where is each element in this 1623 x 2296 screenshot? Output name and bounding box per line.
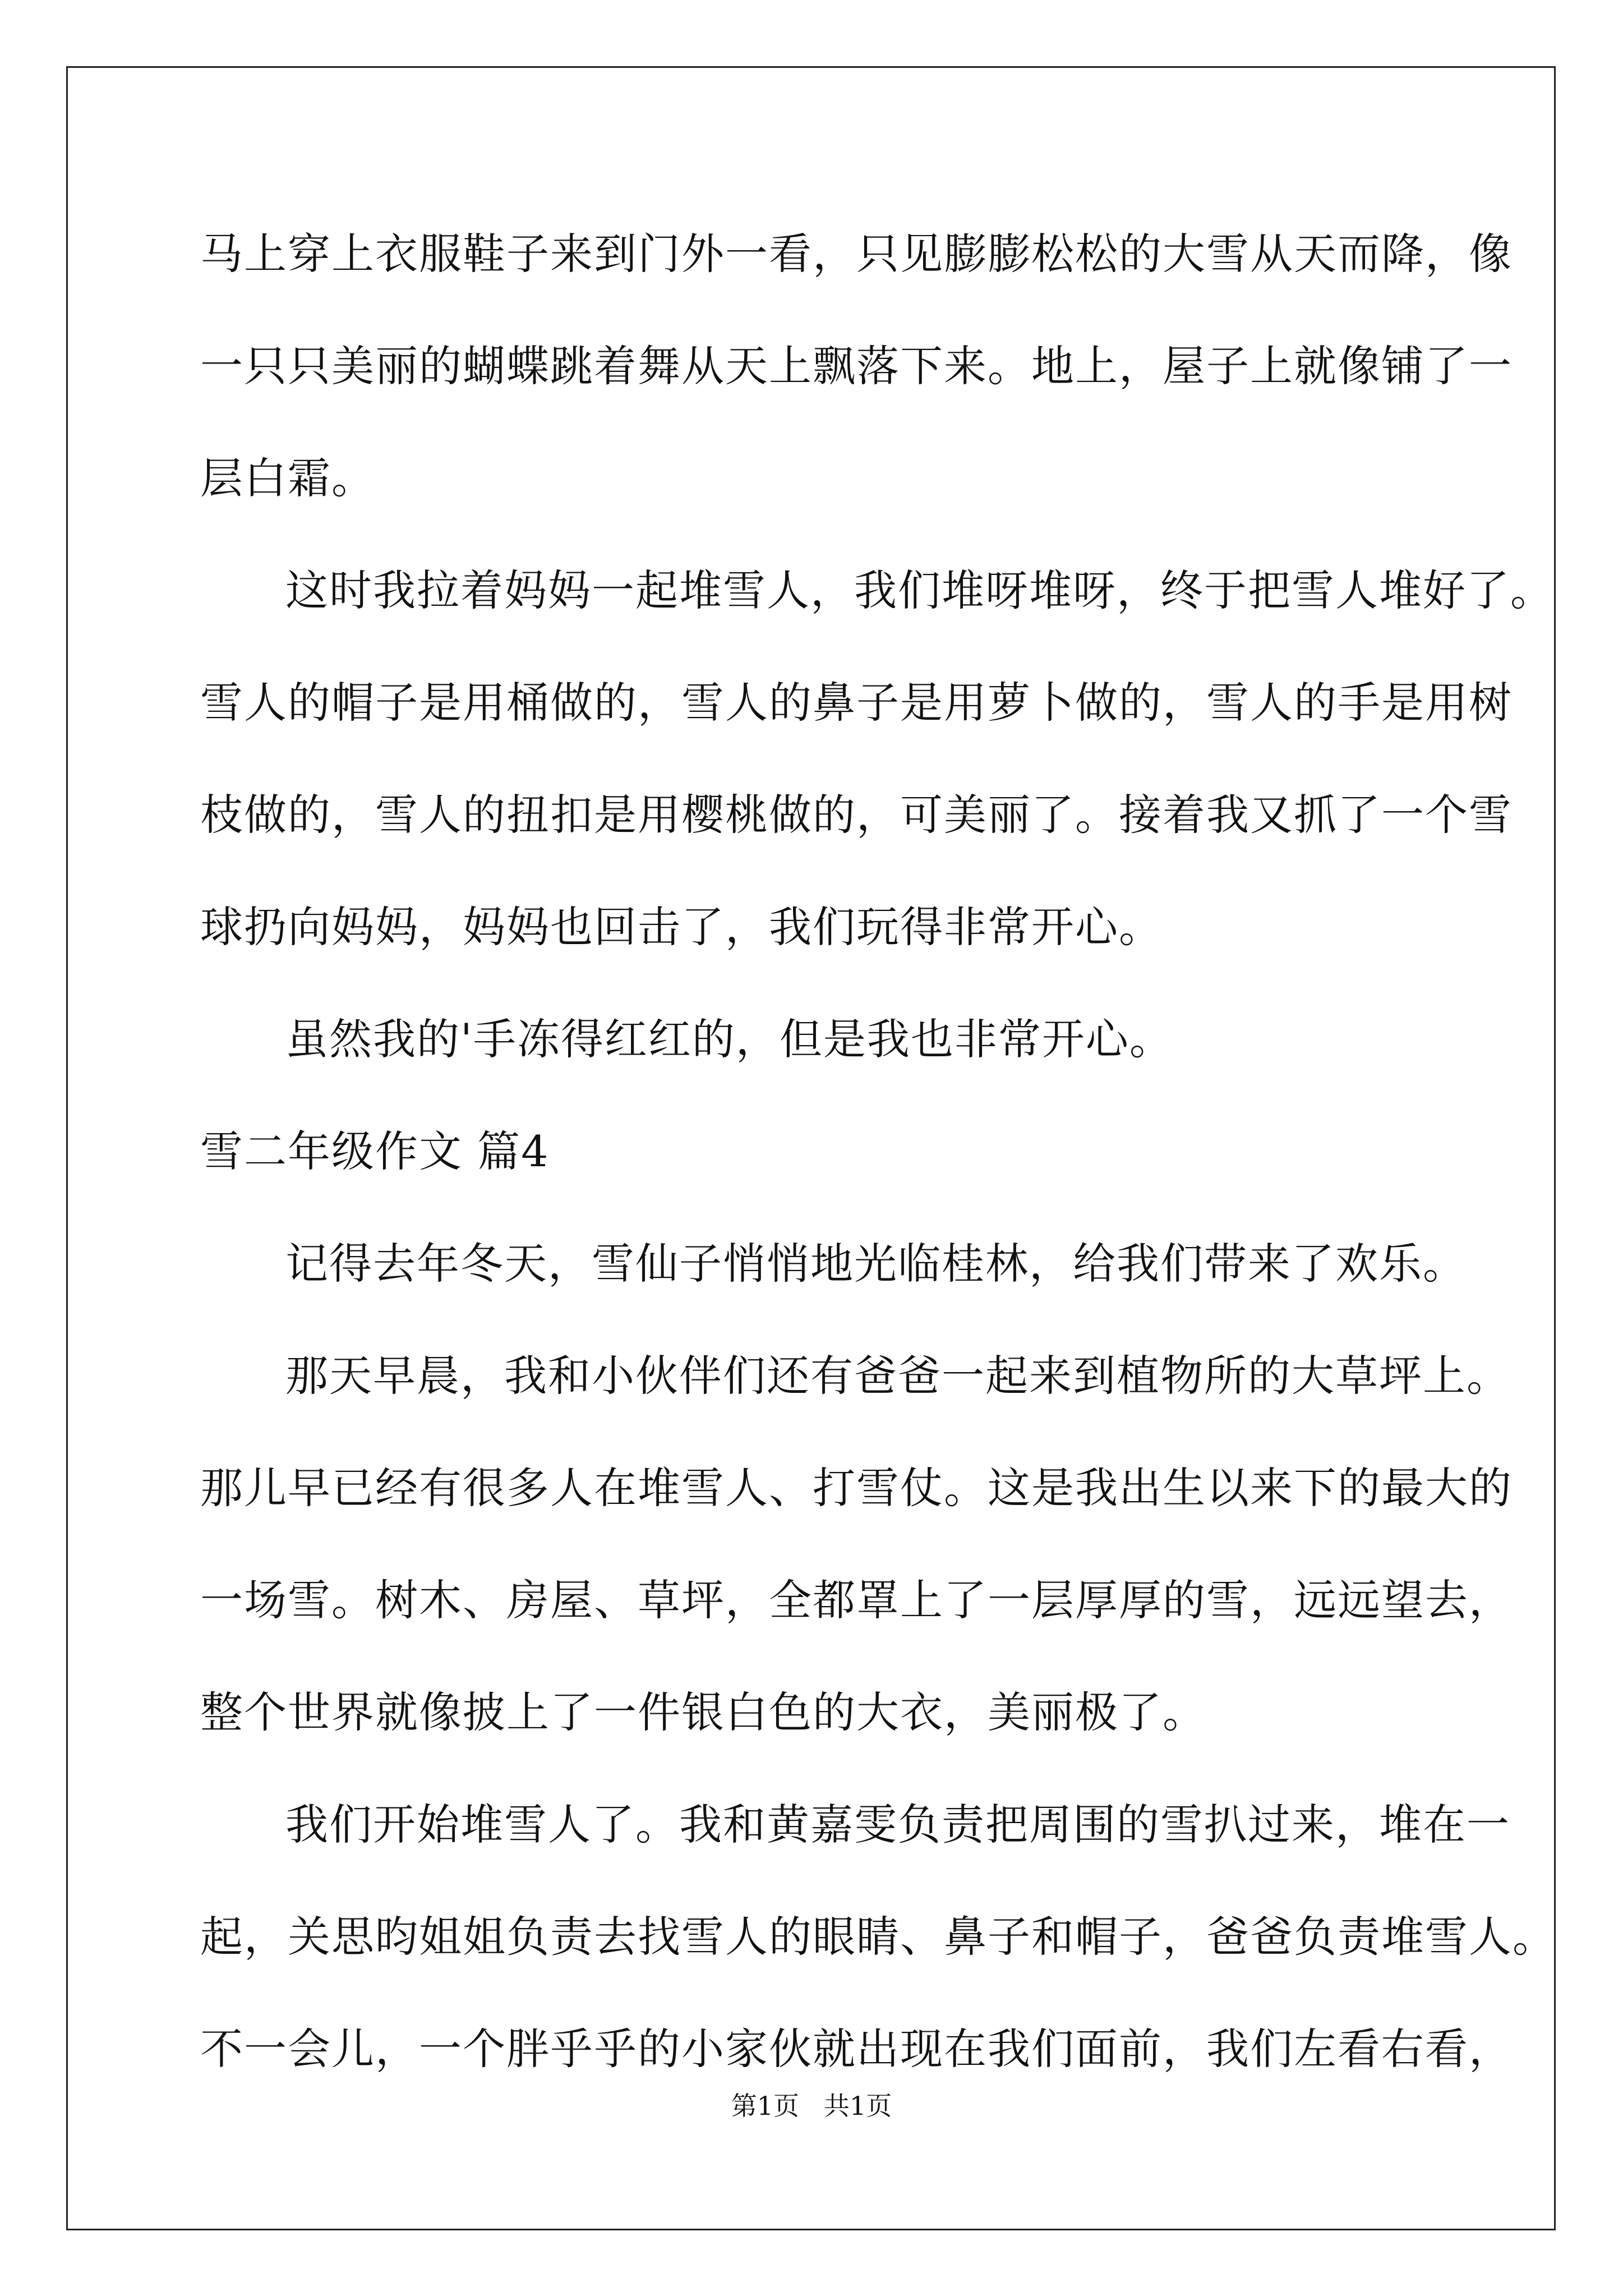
text-line: 我们开始堆雪人了。我和黄嘉雯负责把周围的雪扒过来，堆在一 xyxy=(285,1800,1510,1849)
document-body xyxy=(200,223,1556,2131)
text-line: 枝做的，雪人的扭扣是用樱桃做的，可美丽了。接着我又抓了一个雪 xyxy=(200,790,1513,840)
text-line: 虽然我的'手冻得红红的，但是我也非常开心。 xyxy=(285,1014,1173,1064)
text-line: 起，关思昀姐姐负责去找雪人的眼睛、鼻子和帽子，爸爸负责堆雪人。 xyxy=(200,1912,1556,1962)
text-line: 整个世界就像披上了一件银白色的大衣，美丽极了。 xyxy=(200,1687,1206,1737)
text-line: 马上穿上衣服鞋子来到门外一看，只见膨膨松松的大雪从天而降，像 xyxy=(200,229,1513,279)
section-heading: 雪二年级作文 篇4 xyxy=(200,1126,550,1176)
page-total: 共1页 xyxy=(823,2091,892,2121)
text-line: 层白霜。 xyxy=(200,453,375,503)
text-line: 那天早晨，我和小伙伴们还有爸爸一起来到植物所的大草坪上。 xyxy=(285,1351,1510,1401)
page-footer xyxy=(0,2089,1623,2123)
page-number: 第1页 xyxy=(731,2091,800,2121)
text-line: 这时我拉着妈妈一起堆雪人，我们堆呀堆呀，终于把雪人堆好了。 xyxy=(285,565,1554,615)
text-line: 雪人的帽子是用桶做的，雪人的鼻子是用萝卜做的，雪人的手是用树 xyxy=(200,678,1513,728)
text-line: 一场雪。树木、房屋、草坪，全都罩上了一层厚厚的雪，远远望去， xyxy=(200,1575,1513,1625)
text-line: 记得去年冬天，雪仙子悄悄地光临桂林，给我们带来了欢乐。 xyxy=(285,1239,1467,1289)
text-line: 那儿早已经有很多人在堆雪人、打雪仗。这是我出生以来下的最大的 xyxy=(200,1463,1513,1513)
text-line: 不一会儿，一个胖乎乎的小家伙就出现在我们面前，我们左看右看， xyxy=(200,2024,1513,2074)
text-line: 一只只美丽的蝴蝶跳着舞从天上飘落下来。地上，屋子上就像铺了一 xyxy=(200,341,1513,391)
text-line: 球扔向妈妈，妈妈也回击了，我们玩得非常开心。 xyxy=(200,902,1163,952)
